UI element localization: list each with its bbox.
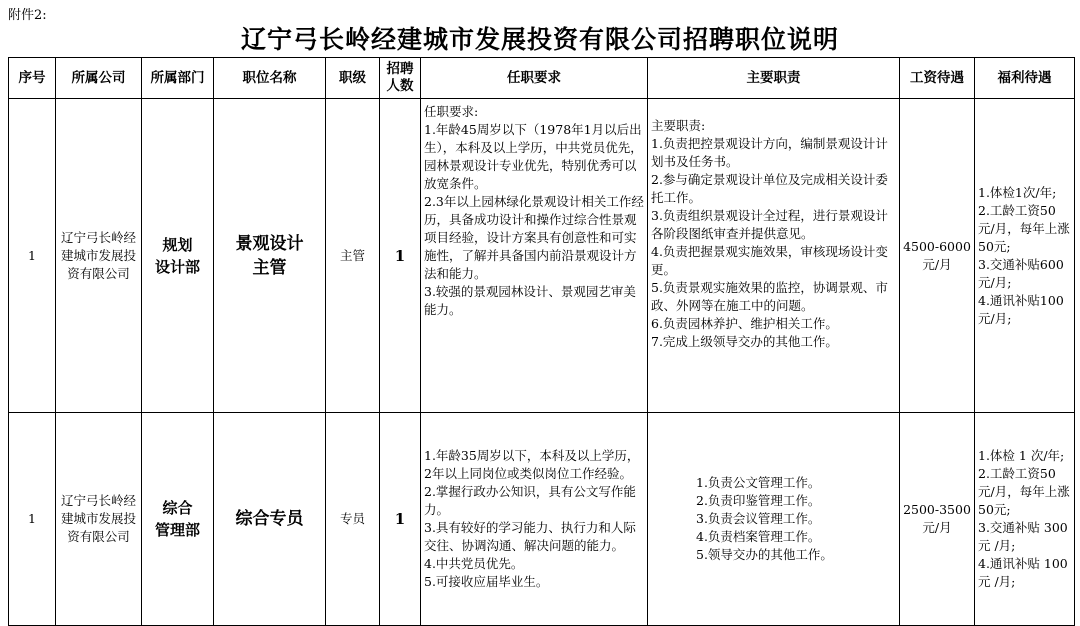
row-salary: 4500-6000元/月 [900, 99, 975, 413]
row-position [214, 413, 326, 626]
table-row [9, 99, 1075, 413]
header-duties: 主要职责 [648, 58, 900, 99]
requirement-item: 1.年龄45周岁以下（1978年1月以后出生），本科及以上学历，中共党员优先，园林景观设计专业优先，特别优秀可以放宽条件。 [424, 122, 643, 191]
duty-item: 3.负责会议管理工作。 [696, 511, 821, 526]
row-position [214, 99, 326, 413]
duty-item: 主要职责: [651, 118, 706, 133]
row-company: 辽宁弓长岭经建城市发展投资有限公司 [56, 413, 142, 626]
row-position-line1: 景观设计 [235, 233, 304, 254]
requirement-item: 3.具有较好的学习能力、执行力和人际交往、协调沟通、解决问题的能力。 [424, 520, 636, 553]
duty-item: 3.负责组织景观设计全过程，进行景观设计各阶段图纸审查并提供意见。 [651, 208, 888, 241]
row-requirements [421, 413, 648, 626]
row-duties [648, 413, 900, 626]
header-count [380, 58, 421, 99]
header-count-line1: 招聘 [386, 61, 414, 77]
header-level: 职级 [326, 58, 380, 99]
row-duties [648, 99, 900, 413]
row-dept [142, 413, 214, 626]
row-position-line2: 主管 [252, 257, 287, 278]
duty-item: 1.负责公文管理工作。 [696, 475, 821, 490]
benefit-item: 3.交通补贴600元/月; [978, 256, 1064, 290]
row-dept [142, 99, 214, 413]
row-dept-line2: 管理部 [154, 521, 200, 539]
header-requirements: 任职要求 [421, 58, 648, 99]
benefit-item: 2.工龄工资50元/月，每年上涨50元; [978, 202, 1070, 254]
row-dept-line1: 综合 [162, 499, 193, 517]
row-dept-line1: 规划 [162, 235, 193, 254]
header-company: 所属公司 [56, 58, 142, 99]
header-salary: 工资待遇 [900, 58, 975, 99]
benefit-item: 2.工龄工资50元/月，每年上涨50元; [978, 466, 1070, 517]
requirement-item: 5.可接收应届毕业生。 [424, 574, 549, 589]
row-company: 辽宁弓长岭经建城市发展投资有限公司 [56, 99, 142, 413]
row-benefits [975, 99, 1075, 413]
header-row [9, 58, 1075, 99]
requirement-item: 4.中共党员优先。 [424, 556, 524, 571]
header-seq: 序号 [9, 58, 56, 99]
row-position-line1: 综合专员 [235, 509, 304, 529]
requirement-item: 任职要求: [424, 104, 479, 119]
row-salary: 2500-3500元/月 [900, 413, 975, 626]
duty-item: 7.完成上级领导交办的其他工作。 [651, 334, 838, 349]
row-requirements [421, 99, 648, 413]
header-dept: 所属部门 [142, 58, 214, 99]
benefit-item: 4.通讯补贴 100元 /月; [978, 556, 1068, 589]
header-benefits: 福利待遇 [975, 58, 1075, 99]
row-count: 1 [380, 413, 421, 626]
requirement-item: 1.年龄35周岁以下，本科及以上学历，2年以上同岗位或类似岗位工作经验。 [424, 448, 640, 481]
header-position: 职位名称 [214, 58, 326, 99]
duty-item: 4.负责档案管理工作。 [696, 529, 821, 544]
benefit-item: 4.通讯补贴100元/月; [978, 292, 1064, 326]
requirement-item: 2.3年以上园林绿化景观设计相关工作经历，具备成功设计和操作过综合性景观项目经验，设计方案具有创意性和可实施性，了解并具备国内前沿景观设计方法和能力。 [424, 194, 644, 281]
row-benefits [975, 413, 1075, 626]
duty-item: 5.负责景观实施效果的监控，协调景观、市政、外网等在施工中的问题。 [651, 280, 888, 313]
benefit-item: 1.体检 1 次/年; [978, 448, 1065, 463]
duty-item: 6.负责园林养护、维护相关工作。 [651, 316, 838, 331]
row-dept-line2: 设计部 [154, 257, 200, 276]
row-seq: 1 [9, 99, 56, 413]
table-row [9, 413, 1075, 626]
row-level: 主管 [326, 99, 380, 413]
document-title: 辽宁弓长岭经建城市发展投资有限公司招聘职位说明 [240, 25, 839, 54]
row-seq: 1 [9, 413, 56, 626]
duty-item: 1.负责把控景观设计方向，编制景观设计计划书及任务书。 [651, 136, 888, 169]
benefit-item: 1.体检1次/年; [978, 184, 1057, 200]
duty-item: 2.负责印鉴管理工作。 [696, 493, 821, 508]
duty-item: 5.领导交办的其他工作。 [696, 547, 833, 562]
row-count: 1 [380, 99, 421, 413]
row-level: 专员 [326, 413, 380, 626]
duty-item: 2.参与确定景观设计单位及完成相关设计委托工作。 [651, 172, 888, 205]
benefit-item: 3.交通补贴 300元 /月; [978, 520, 1068, 553]
requirement-item: 2.掌握行政办公知识，具有公文写作能力。 [424, 484, 636, 517]
attachment-label: 附件2: [8, 8, 47, 23]
header-count-line2: 人数 [386, 78, 414, 94]
recruitment-table [8, 57, 1075, 626]
requirement-item: 3.较强的景观园林设计、景观园艺审美能力。 [424, 284, 636, 317]
duty-item: 4.负责把握景观实施效果，审核现场设计变更。 [651, 244, 888, 277]
